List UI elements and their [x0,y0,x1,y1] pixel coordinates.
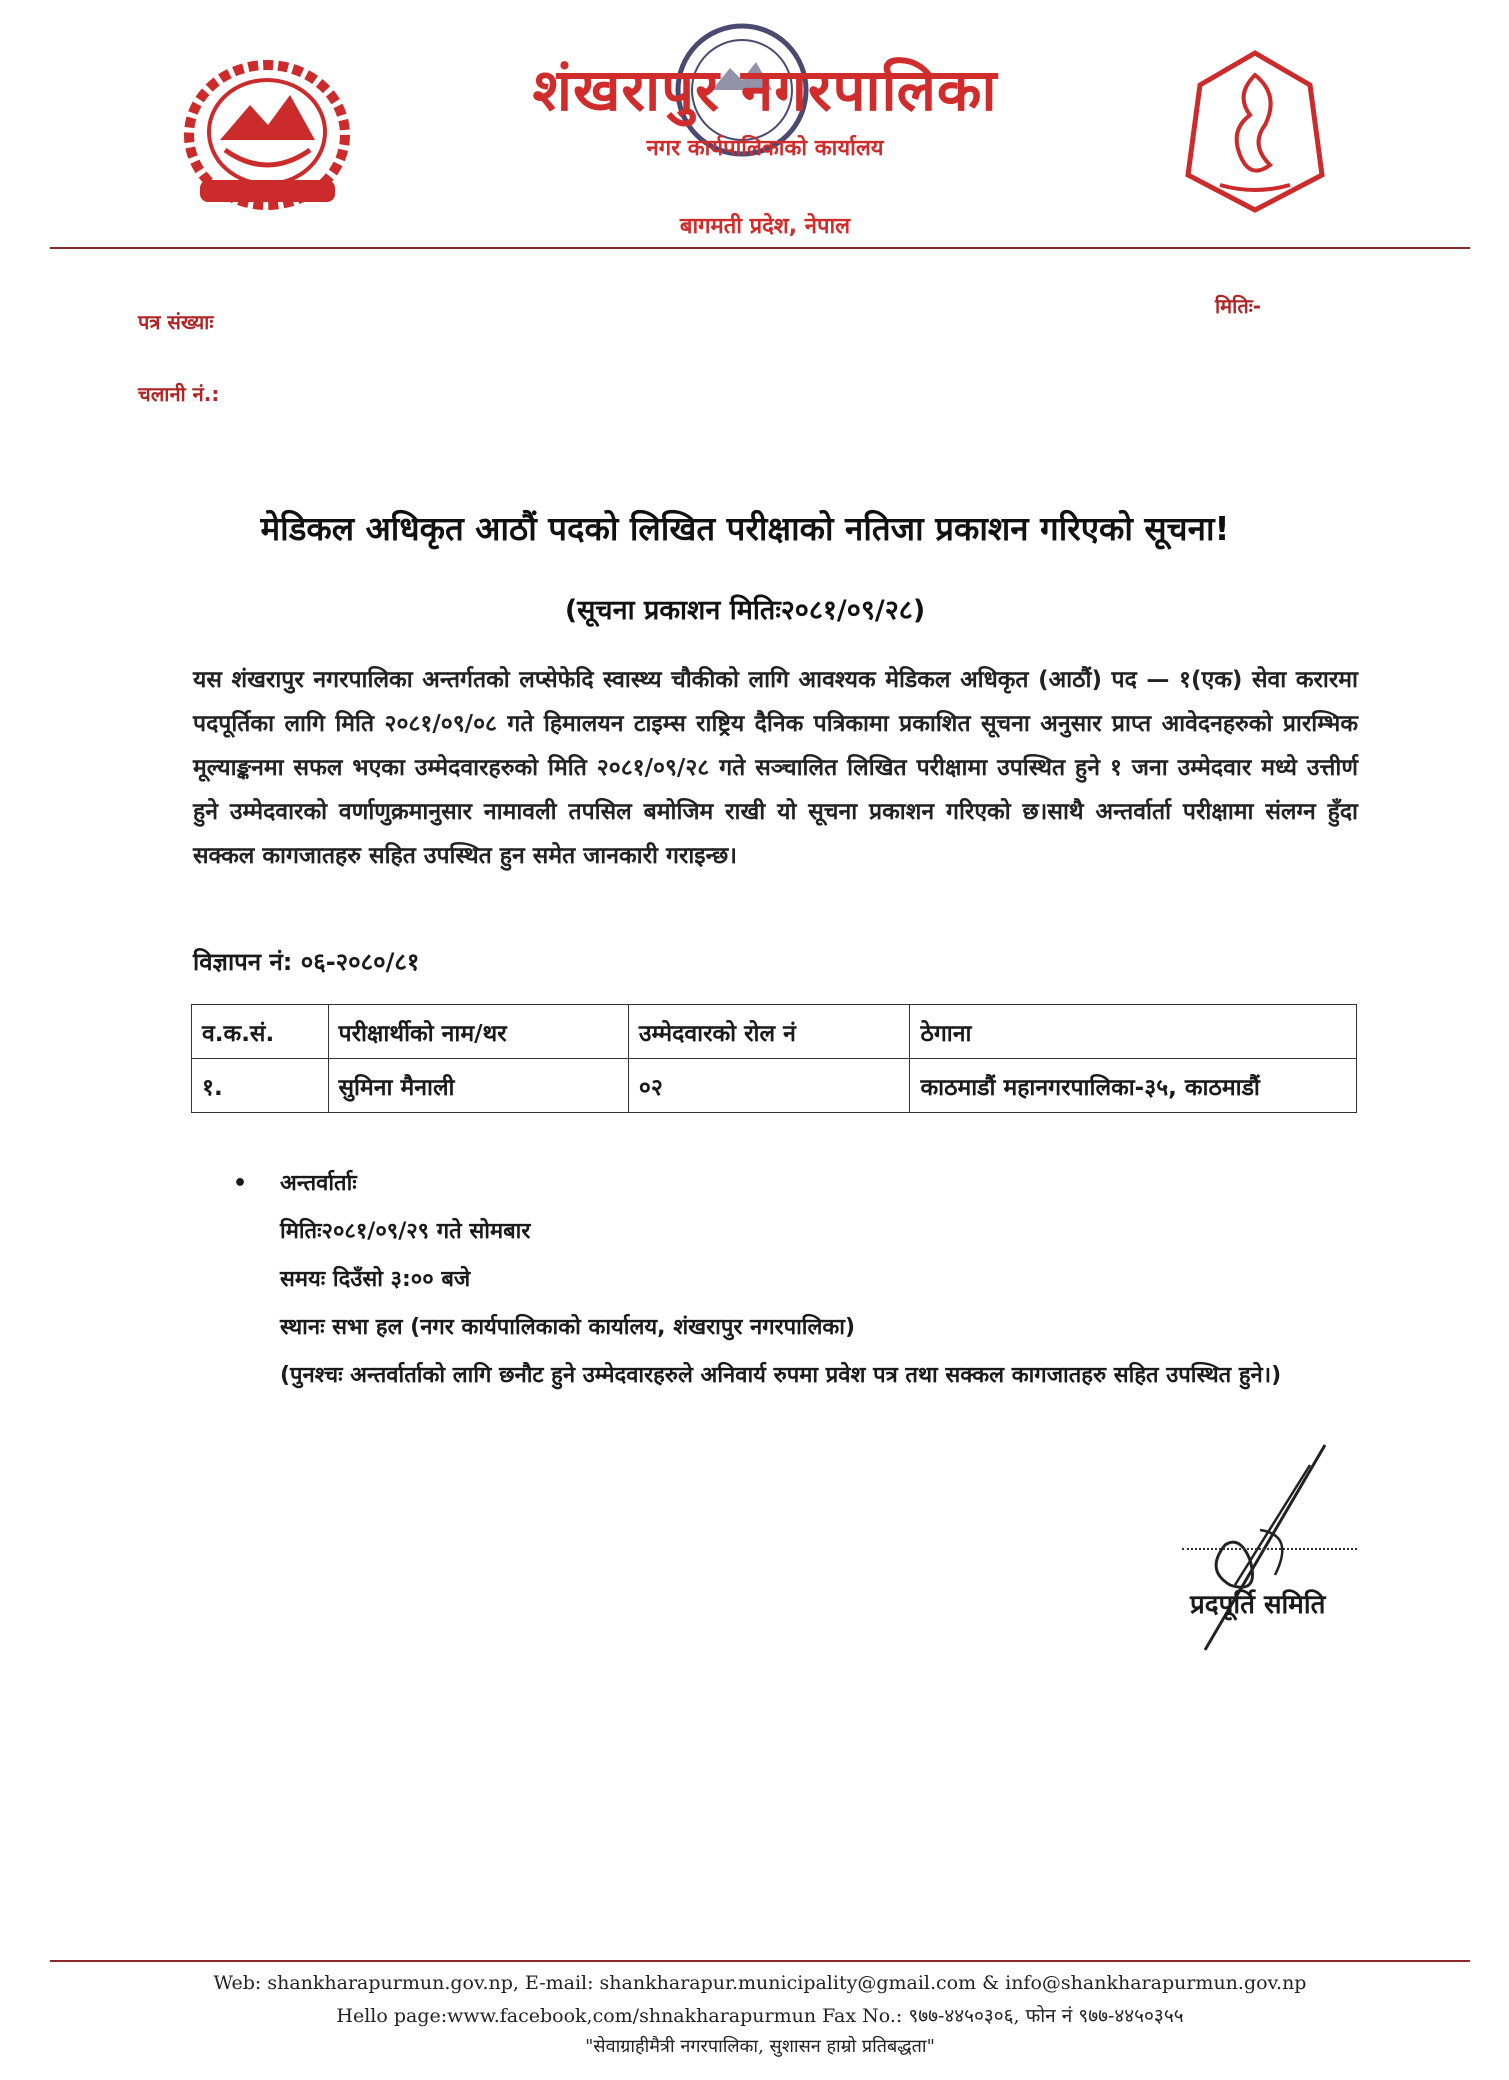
cell-serial: १. [192,1059,329,1113]
signature-line [1182,1548,1357,1550]
signature-icon [1165,1435,1355,1655]
interview-date: मितिः२०८१/०९/२९ गते सोमबार [280,1219,531,1244]
office-address: बागमती प्रदेश, नेपाल [679,214,851,239]
advertisement-number: विज्ञापन नं: ०६-२०८०/८१ [193,948,420,976]
signature-label: प्रदपूर्ति समिति [1190,1590,1326,1620]
table-row [192,1059,1357,1113]
nepal-emblem-icon [180,50,355,215]
col-address: ठेगाना [910,1005,1357,1059]
municipality-name: शंखरापुर नगरपालिका [532,56,998,124]
table-header-row [192,1005,1357,1059]
cell-name: सुमिना मैनाली [328,1059,628,1113]
cell-roll: ०२ [628,1059,910,1113]
notice-publish-date: (सूचना प्रकाशन मितिः२०८१/०९/२८) [564,595,926,626]
office-name: नगर कार्यपालिकाको कार्यालय [646,136,884,161]
footer-divider [50,1960,1470,1962]
footer-social: Hello page:www.facebook,com/shnakharapurmun Fax No.: ९७७-४४५०३०६, फोन नं ९७७-४४५०३५५ [336,2005,1184,2027]
interview-section [233,1160,1363,1400]
interview-note: (पुनश्चः अन्तर्वार्ताको लागि छनौट हुने उम्मेदवारहरुले अनिवार्य रुपमा प्रवेश पत्र तथा सक्कल कागजातहरु सहित उपस्थित हुने।) [280,1363,1282,1388]
results-table [191,1004,1357,1113]
cell-address: काठमाडौं महानगरपालिका-३५, काठमाडौं [910,1059,1357,1113]
notice-title: मेडिकल अधिकृत आठौं पदको लिखित परीक्षाको नतिजा प्रकाशन गरिएको सूचना! [260,509,1230,548]
interview-time: समयः दिउँसो ३:०० बजे [280,1267,471,1292]
col-name: परीक्षार्थीको नाम/थर [328,1005,628,1059]
interview-place: स्थानः सभा हल (नगर कार्यपालिकाको कार्यालय, शंखरापुर नगरपालिका) [280,1315,856,1340]
patra-sankhya-label: पत्र संख्याः [138,310,214,334]
header-divider [50,247,1470,249]
date-label: मितिः- [1215,294,1262,318]
interview-heading: • अन्तर्वार्ताः [233,1160,1363,1208]
chalani-label: चलानी नं.: [138,382,220,406]
footer-slogan: "सेवाग्राहीमैत्री नगरपालिका, सुशासन हाम्रो प्रतिबद्धता" [585,2036,935,2057]
col-serial: व.क.सं. [192,1005,329,1059]
municipality-logo-icon [1180,45,1330,220]
notice-body: यस शंखरापुर नगरपालिका अन्तर्गतको लप्सेफेदि स्वास्थ्य चौकीको लागि आवश्यक मेडिकल अधिकृत (आठौं) पद — १(एक) सेवा करारमा पदपूर्तिका लागि मिति २०८१/०९/०८ गते हिमालयन टाइम्स राष्ट्रिय दैनिक पत्रिकामा प्रकाशित सूचना अनुसार प्राप्त आवेदनहरुको प्रारम्भिक मूल्याङ्कनमा सफल भएका उम्मेदवारहरुको मिति २०८१/०९/२८ गते सञ्चालित लिखित परीक्षामा उपस्थित हुने १ जना उम्मेदवार मध्ये उत्तीर्ण हुने उम्मेदवारको वर्णाणुक्रमानुसार नामावली तपसिल बमोजिम राखी यो सूचना प्रकाशन गरिएको छ।साथै अन्तर्वार्ता परीक्षामा संलग्न हुँदा सक्कल कागजातहरु सहित उपस्थित हुन समेत जानकारी गराइन्छ। [193,667,1358,869]
col-roll: उम्मेदवारको रोल नं [628,1005,910,1059]
footer-contact: Web: shankharapurmun.gov.np, E-mail: shankharapur.municipality@gmail.com & info@shankharapurmun.gov.np [213,1972,1307,1994]
